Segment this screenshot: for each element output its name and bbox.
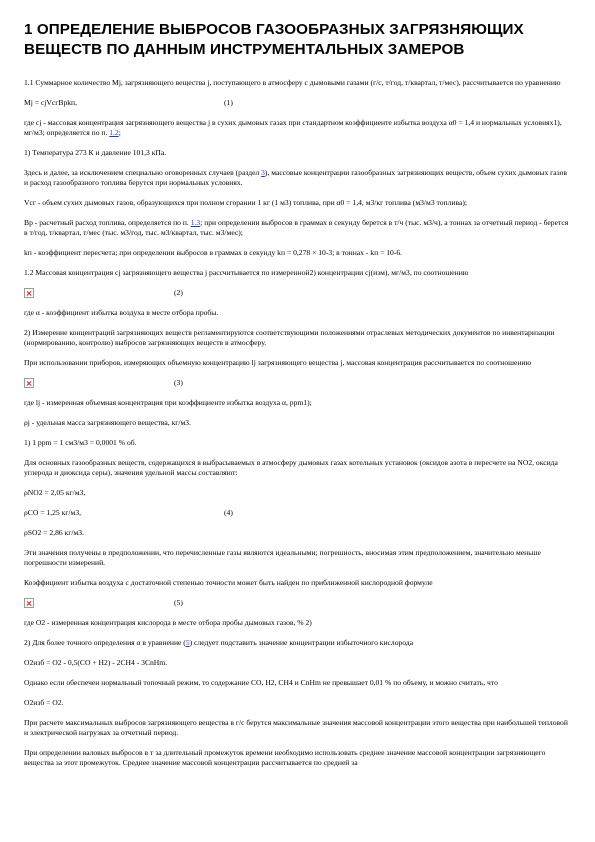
cj-definition-text: где cj - массовая концентрация загрязняющего вещества j в сухих дымовых газах при стандартном коэффициенте избытка воздуха α0 = 1,4 и нормальных условиях1), мг/м3; определяется по п.	[24, 118, 562, 137]
equation-2-number: (2)	[174, 288, 183, 297]
equation-3-number: (3)	[174, 378, 183, 387]
link-section-1-3[interactable]: 1.3	[190, 218, 201, 227]
broken-image-icon	[24, 598, 34, 608]
link-section-3[interactable]: 3	[261, 168, 265, 177]
paragraph-ideal-gas: Эти значения получены в предположении, что перечисленные газы являются идеальными; погрешность, вносимая этим предположением, значительно меньше погрешности измерений.	[24, 548, 541, 567]
footnote-excess-oxygen	[24, 638, 571, 648]
formula-o2-excess: O2изб = O2 - 0,5(CO + H2) - 2CH4 - 3CnHm.	[24, 658, 168, 667]
equation-2-line	[24, 288, 571, 298]
formula-o2-equal: O2изб = O2.	[24, 698, 64, 707]
equation-4-number: (4)	[224, 508, 233, 517]
link-section-1-2[interactable]: 1.2	[109, 128, 119, 137]
excess-oxygen-text: 2) Для более точного определения α в уравнение (	[24, 638, 186, 647]
paragraph-alpha-definition: где α - коэффициент избытка воздуха в месте отбора пробы.	[24, 308, 219, 317]
paragraph-bp-definition	[24, 218, 571, 238]
paragraph-lj-definition: где lj - измеренная объемная концентрация при коэффициенте избытка воздуха α, ppm1);	[24, 398, 312, 407]
equation-4-line	[24, 508, 571, 518]
excess-oxygen-end: ) следует подставить значение концентрации избыточного кислорода	[189, 638, 414, 647]
paragraph-1-2: 1.2 Массовая концентрация cj загрязняющего вещества j рассчитывается по измеренной2) концентрации cj(изм), мг/м3, по соотношению	[24, 268, 469, 277]
equation-1-text: Mj = cjVcгBpkп,	[24, 98, 78, 107]
broken-image-icon	[24, 378, 34, 388]
paragraph-o2-definition: где O2 - измеренная концентрация кислорода в месте отбора пробы дымовых газов, % 2)	[24, 618, 312, 627]
paragraph-normal-regime: Однако если обеспечен нормальный топочный режим, то содержание CO, H2, CH4 и CnHm не превышает 0,01 % по объему, и можно считать, что	[24, 678, 498, 687]
footnote-measurement: 2) Измерение концентраций загрязняющих веществ регламентируются соответствующими положениями отраслевых методических документов по инвентаризации (нормированию, контролю) выбросов загрязняющих веществ в атмосферу.	[24, 328, 555, 347]
paragraph-rho-definition: ρj - удельная масса загрязняющего вещества, кг/м3.	[24, 418, 191, 427]
paragraph-1-1: 1.1 Суммарное количество Mj, загрязняющего вещества j, поступающего в атмосферу с дымовыми газами (г/с, т/год, т/квартал, т/мес), рассчитывается по уравнению	[24, 78, 561, 87]
paragraph-gas-densities: Для основных газообразных веществ, содержащихся в выбрасываемых в атмосферу дымовых газах котельных установок (оксидов азота в пересчете на NO2, оксида углерода и диоксида серы), значения удельной массы составляют:	[24, 458, 558, 477]
note-text-end: ), массовые концентрации газообразных загрязняющих веществ, объем сухих дымовых газов и расход газообразного топлива берутся при нормальных условиях.	[24, 168, 567, 187]
equation-1-line	[24, 98, 571, 108]
page-title: 1 ОПРЕДЕЛЕНИЕ ВЫБРОСОВ ГАЗООБРАЗНЫХ ЗАГРЯЗНЯЮЩИХ ВЕЩЕСТВ ПО ДАННЫМ ИНСТРУМЕНТАЛЬНЫХ ЗАМЕРОВ	[24, 21, 524, 58]
paragraph-note-conditions	[24, 168, 571, 188]
paragraph-gross-emissions: При определении валовых выбросов в т за длительный промежуток времени необходимо использовать среднее значение массовой концентрации загрязняющего вещества за этот промежуток. Среднее значение массовой концентрации рассчитывается по средней за	[24, 748, 546, 767]
paragraph-cj-definition	[24, 118, 571, 138]
density-so2: ρSO2 = 2,86 кг/м3.	[24, 528, 84, 537]
link-equation-5[interactable]: 5	[185, 638, 190, 647]
bp-definition-text: Bp - расчетный расход топлива, определяется по п.	[24, 218, 191, 227]
footnote-ppm: 1) 1 ppm = 1 см3/м3 = 0,0001 % об.	[24, 438, 137, 447]
paragraph-kp-definition: kп - коэффициент пересчета; при определении выбросов в граммах в секунду kп = 0,278 × 10-3; в тоннах - kп = 10-6.	[24, 248, 403, 257]
paragraph-max-emissions: При расчете максимальных выбросов загрязняющего вещества в г/с берутся максимальные значения массовой концентрации этого вещества при наибольшей тепловой и электрической нагрузках за отчетный период.	[24, 718, 568, 737]
broken-image-icon	[24, 288, 34, 298]
footnote-normal-conditions: 1) Температура 273 К и давление 101,3 кПа.	[24, 148, 167, 157]
equation-5-number: (5)	[174, 598, 183, 607]
bp-definition-end: ; при определении выбросов в граммах в секунду берется в т/ч (тыс. м3/ч), а тоннах за отчетный период - берется в т/год, т/квартал, т/мес (тыс. м3/год, тыс. м3/квартал, тыс. м3/мес);	[24, 218, 569, 237]
paragraph-oxygen-formula-intro: Коэффициент избытка воздуха с достаточной степенью точности может быть найден по приближенной кислородной формуле	[24, 578, 433, 587]
equation-5-line	[24, 598, 571, 608]
equation-3-line	[24, 378, 571, 388]
paragraph-vcg-definition: Vcг - объем сухих дымовых газов, образующихся при полном сгорании 1 кг (1 м3) топлива, при α0 = 1,4, м3/кг топлива (м3/м3 топлива);	[24, 198, 467, 207]
equation-1-number: (1)	[224, 98, 233, 107]
note-text-start: Здесь и далее, за исключением специально оговоренных случаев (раздел	[24, 168, 262, 177]
paragraph-volume-concentration: При использовании приборов, измеряющих объемную концентрацию lj загрязняющего вещества j, массовая концентрация рассчитывается по соотношению	[24, 358, 532, 367]
cj-definition-end: ;	[118, 128, 121, 137]
density-no2: ρNO2 = 2,05 кг/м3,	[24, 488, 86, 497]
density-co: ρCO = 1,25 кг/м3,	[24, 508, 82, 517]
